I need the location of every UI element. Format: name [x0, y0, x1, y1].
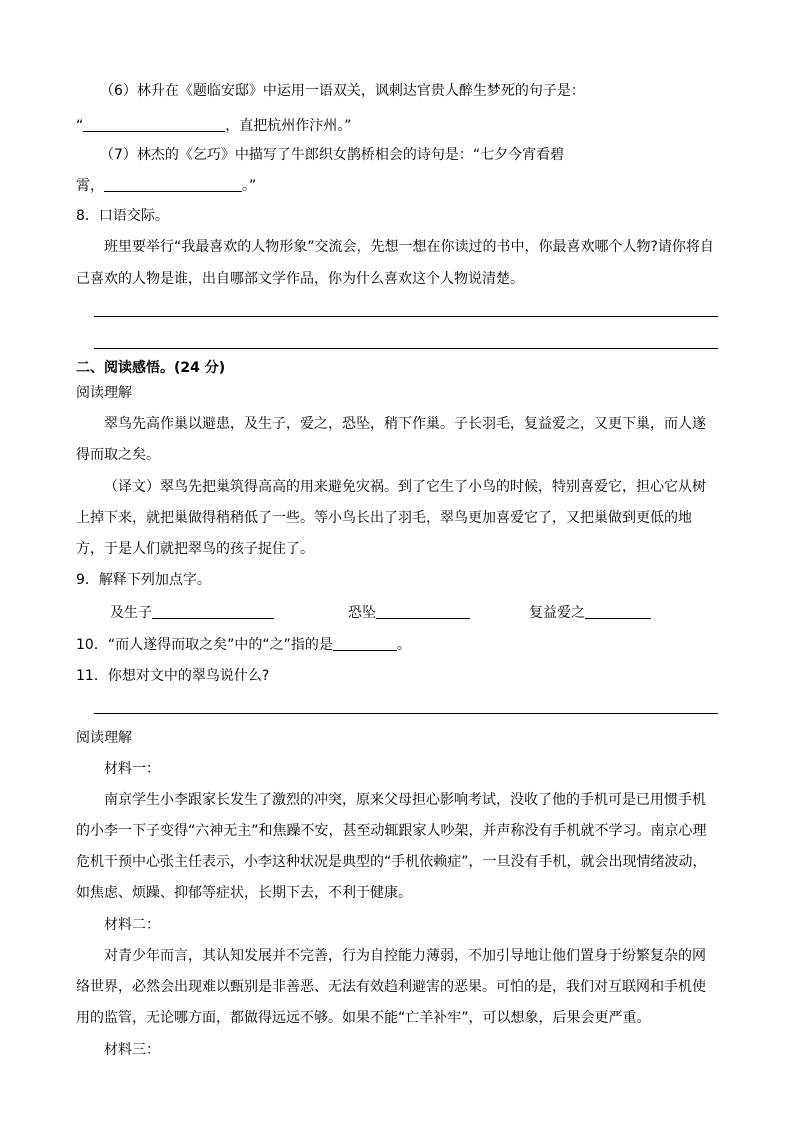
q10-line [76, 636, 411, 654]
q9-item2-label: 恐坠 [348, 605, 376, 621]
q9-item-1 [110, 604, 274, 622]
reading2-material2-line1: 对青少年而言，其认知发展并不完善，行为自控能力薄弱，不加引导地让他们置身于纷繁复杂的网 [104, 948, 706, 964]
reading1-text-line1: 翠鸟先高作巢以避患，及生子，爱之，恐坠，稍下作巢。子长羽毛，复益爱之，又更下巢，而人遂 [104, 416, 706, 432]
q8-body-line2: 己喜欢的人物是谁，出自哪部文学作品，你为什么喜欢这个人物说清楚。 [76, 271, 524, 287]
reading2-material1-title: 材料一： [104, 761, 160, 777]
q10-after-blank: 。 [396, 637, 411, 653]
reading1-translation-line1: （译文）翠鸟先把巢筑得高高的用来避免灾祸。到了它生了小鸟的时候，特别喜爱它，担心它从树 [104, 479, 706, 495]
q9-item1-label: 及生子 [110, 605, 152, 621]
q7-before-blank: 霄， [76, 178, 104, 194]
q6-answer-blank[interactable] [83, 117, 225, 132]
q8-answer-rule-1[interactable] [94, 316, 718, 317]
q10-answer-blank[interactable] [333, 636, 397, 651]
q11-title: 11．你想对文中的翠鸟说什么? [76, 668, 270, 684]
q6-open-quote: “ [76, 118, 84, 134]
reading2-material1-line3: 危机干预中心张主任表示，小李这种状况是典型的“手机依赖症”，一旦没有手机，就会出现情绪波动， [76, 854, 707, 870]
q11-answer-rule[interactable] [94, 713, 718, 714]
q6-prompt: （6）林升在《题临安邸》中运用一语双关，讽刺达官贵人醉生梦死的句子是： [100, 83, 585, 99]
reading2-material2-title: 材料二： [104, 917, 160, 933]
reading2-material2-line2: 络世界，必然会出现难以甄别是非善恶、无法有效趋利避害的恶果。可怕的是，我们对互联网和手机使 [76, 979, 706, 995]
reading2-material2-line3: 用的监管，无论哪方面，都做得远远不够。如果不能“亡羊补牢”，可以想象，后果会更严重。 [76, 1010, 651, 1026]
q8-body-line1: 班里要举行“我最喜欢的人物形象”交流会，先想一想在你读过的书中，你最喜欢哪个人物?请你将自 [104, 239, 714, 255]
q9-title: 9．解释下列加点字。 [76, 572, 211, 588]
q6-after-blank: ，直把杭州作汴州。” [225, 118, 352, 134]
q9-item-3 [529, 604, 651, 622]
q7-after-blank: 。” [242, 178, 257, 194]
reading2-material1-line2: 的小李一下子变得“六神无主”和焦躁不安，甚至动辄跟家人吵架，并声称没有手机就不学习。南京心理 [76, 823, 707, 839]
reading2-material3-title: 材料三： [104, 1042, 160, 1058]
q9-item-2 [348, 604, 470, 622]
q9-item3-blank[interactable] [585, 604, 651, 619]
reading2-material1-line4: 如焦虑、烦躁、抑郁等症状，长期下去，不利于健康。 [76, 885, 412, 901]
reading1-translation-line3: 方，于是人们就把翠鸟的孩子捉住了。 [76, 541, 314, 557]
q9-item2-blank[interactable] [376, 604, 470, 619]
q8-answer-rule-2[interactable] [94, 348, 718, 349]
q7-answer-blank[interactable] [104, 177, 242, 192]
section2-heading: 二、阅读感悟。(24 分) [76, 360, 226, 376]
reading1-translation-line2: 上掉下来，就把巢做得稍稍低了一些。等小鸟长出了羽毛，翠鸟更加喜爱它了，又把巢做到更低的地 [76, 510, 692, 526]
q10-prompt: 10．“而人遂得而取之矣”中的“之”指的是 [76, 637, 333, 653]
q9-item3-label: 复益爱之 [529, 605, 585, 621]
reading1-text-line2: 得而取之矣。 [76, 447, 160, 463]
reading1-label: 阅读理解 [76, 385, 132, 401]
q9-item1-blank[interactable] [152, 604, 274, 619]
q7-answer-line [76, 177, 256, 195]
q6-answer-line [76, 117, 352, 135]
reading2-material1-line1: 南京学生小李跟家长发生了激烈的冲突，原来父母担心影响考试，没收了他的手机可是已用惯手机 [104, 792, 706, 808]
q8-title: 8．口语交际。 [76, 208, 169, 224]
q7-prompt: （7）林杰的《乞巧》中描写了牛郎织女鹊桥相会的诗句是：“七夕今宵看碧 [100, 147, 565, 163]
reading2-label: 阅读理解 [76, 730, 132, 746]
